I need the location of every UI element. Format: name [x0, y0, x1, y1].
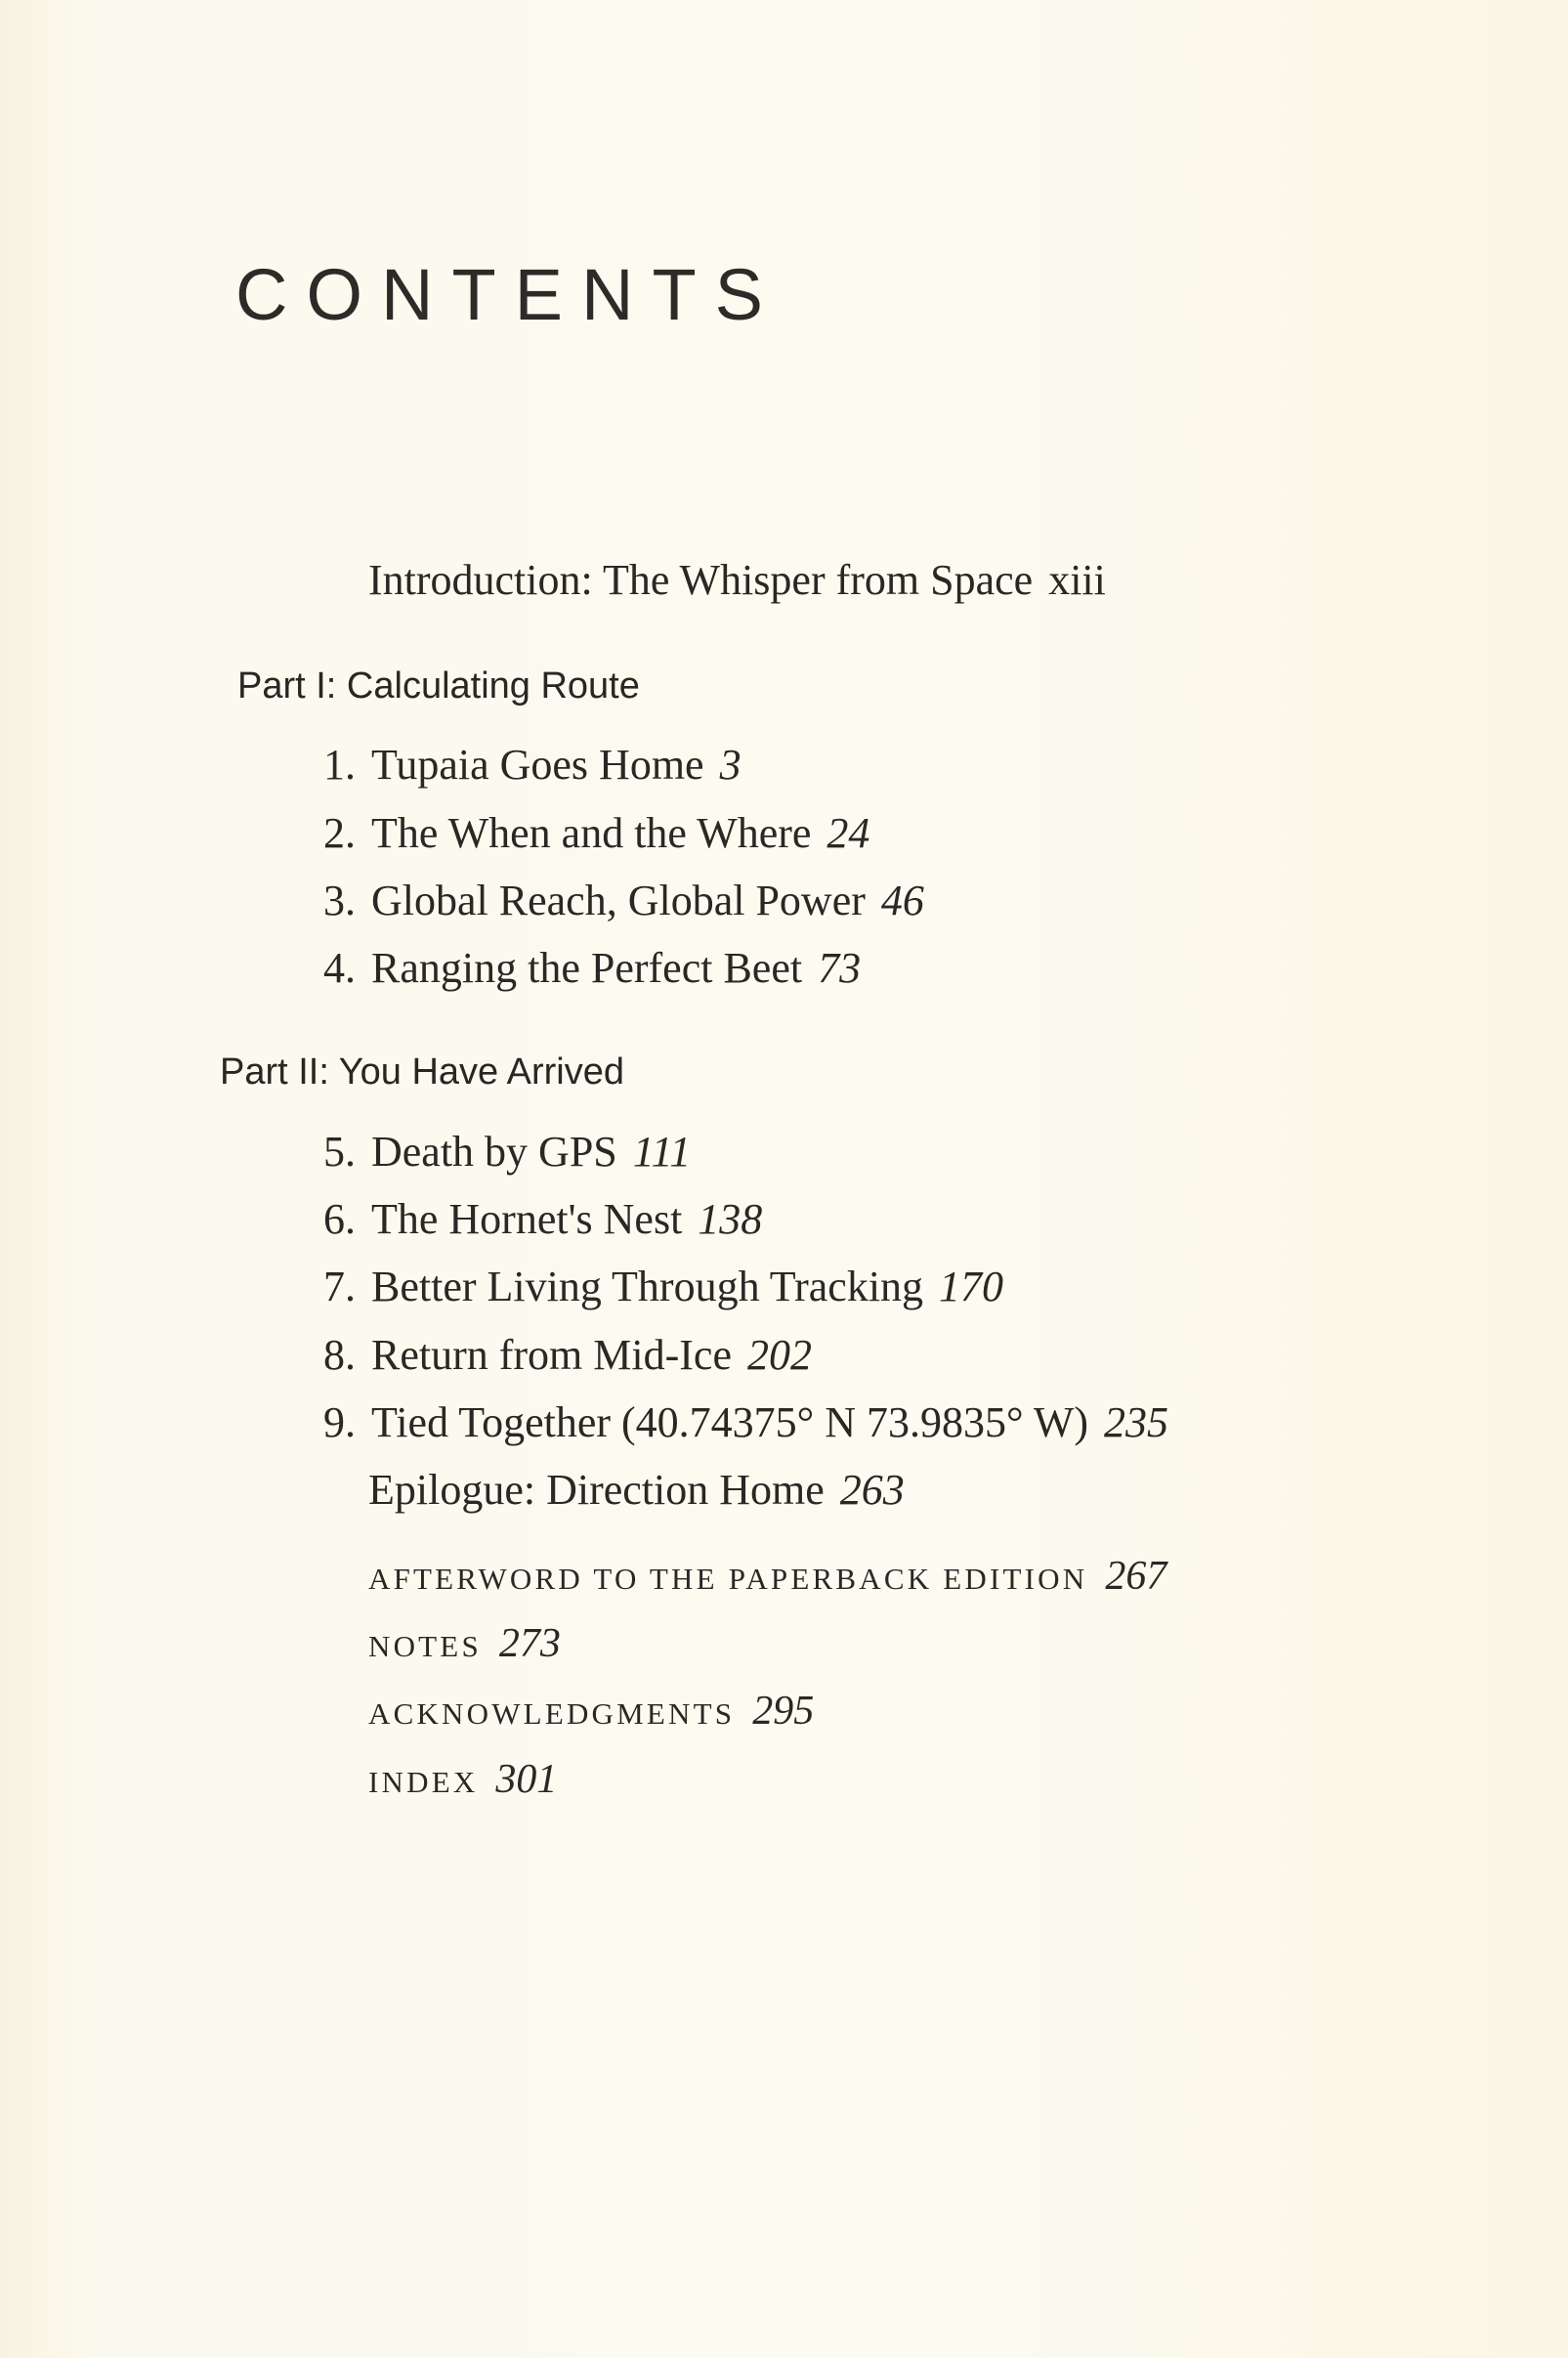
entry-title: Introduction: The Whisper from Space: [368, 556, 1034, 604]
chapter-title: Better Living Through Tracking: [371, 1263, 924, 1310]
entry-page: xiii: [1048, 556, 1106, 604]
chapter-title: Death by GPS: [371, 1128, 617, 1176]
chapter-page: 73: [818, 944, 862, 992]
chapter-title: Tupaia Goes Home: [371, 741, 704, 789]
chapter-number: 5.: [323, 1128, 356, 1176]
chapter-title: The When and the Where: [371, 809, 812, 857]
page-title: CONTENTS: [235, 254, 782, 335]
chapter-page: 138: [698, 1195, 763, 1243]
entry-page: 273: [498, 1621, 561, 1666]
chapter-title: Ranging the Perfect Beet: [371, 944, 803, 992]
chapter-number: 6.: [323, 1195, 356, 1243]
chapter-page: 111: [632, 1128, 692, 1176]
chapter-page: 3: [719, 741, 742, 789]
chapter-number: 4.: [323, 944, 356, 992]
entry-title: ACKNOWLEDGMENTS: [368, 1696, 736, 1731]
chapter-number: 9.: [323, 1398, 356, 1446]
chapter-page: 202: [747, 1331, 812, 1379]
entry-page: 295: [752, 1689, 815, 1734]
toc-back-matter: [368, 1547, 1166, 1608]
entry-title: Epilogue: Direction Home: [368, 1466, 825, 1514]
chapter-number: 1.: [323, 741, 356, 789]
entry-page: 267: [1105, 1554, 1167, 1599]
toc-introduction: [368, 551, 1106, 610]
chapter-number: 3.: [323, 877, 356, 924]
chapter-title: Return from Mid-Ice: [371, 1331, 732, 1379]
chapter-page: 24: [826, 809, 870, 857]
entry-title: AFTERWORD TO THE PAPERBACK EDITION: [368, 1562, 1088, 1596]
entry-title: INDEX: [368, 1765, 479, 1799]
chapter-title: Tied Together (40.74375° N 73.9835° W): [371, 1398, 1089, 1446]
toc-back-matter: [368, 1750, 557, 1812]
chapter-page: 235: [1104, 1398, 1169, 1446]
chapter-number: 2.: [323, 809, 356, 857]
chapter-title: The Hornet's Nest: [371, 1195, 683, 1243]
chapter-page: 46: [880, 877, 924, 924]
part-heading: Part II: You Have Arrived: [220, 1051, 625, 1093]
chapter-page: 170: [939, 1263, 1004, 1310]
toc-back-matter: [368, 1682, 814, 1743]
chapter-number: 7.: [323, 1263, 356, 1310]
chapter-number: 8.: [323, 1331, 356, 1379]
toc-back-matter: [368, 1614, 561, 1676]
toc-epilogue: [368, 1461, 905, 1520]
part-heading: Part I: Calculating Route: [237, 665, 640, 707]
entry-page: 263: [839, 1466, 905, 1514]
chapter-title: Global Reach, Global Power: [371, 877, 866, 924]
entry-title: NOTES: [368, 1629, 482, 1663]
entry-page: 301: [495, 1757, 558, 1802]
